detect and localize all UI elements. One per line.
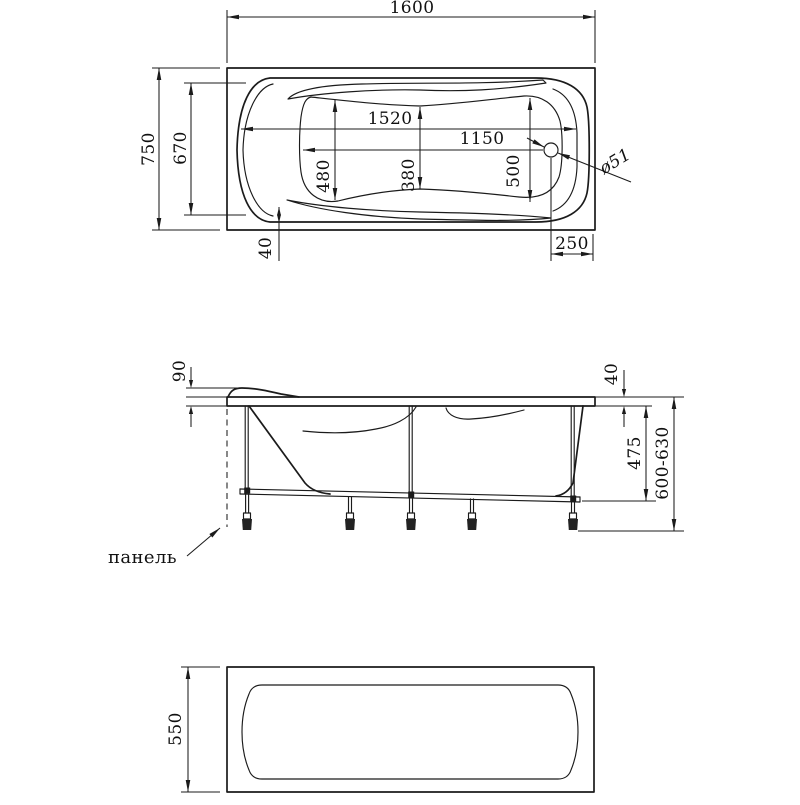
frame-joint (244, 488, 250, 494)
tub-wall-left (249, 406, 330, 494)
dim-drain-diameter-label: ø51 (596, 144, 635, 179)
frame-legs (242, 494, 578, 530)
dim-250-label: 250 (555, 234, 589, 254)
side-view (108, 360, 684, 568)
armrest-curve-bottom (287, 200, 551, 220)
top-view (139, 0, 635, 261)
dim-1520-label: 1520 (367, 109, 413, 129)
arrowhead (189, 406, 193, 414)
tub-rim-inner-left-arc (243, 84, 273, 216)
dim-500-label: 500 (504, 154, 524, 188)
tub-apron-rect (227, 68, 595, 230)
rim-deck (227, 397, 595, 406)
dim-40-side-label: 40 (602, 362, 622, 386)
dim-1150-label: 1150 (459, 129, 505, 149)
interior-contour-left (303, 407, 416, 433)
drain-circle (544, 143, 558, 157)
dim-380-label: 380 (399, 158, 419, 192)
dim-475-label: 475 (625, 436, 645, 470)
leg (568, 502, 578, 530)
armrest-curve-top (288, 80, 546, 99)
dim-90-label: 90 (170, 359, 190, 383)
interior-contour-right (446, 408, 524, 419)
arrowhead (622, 389, 626, 397)
leg (406, 498, 416, 530)
dim-550-label: 550 (166, 712, 186, 746)
arrowhead (622, 406, 626, 414)
dim-1600-label: 1600 (389, 0, 435, 18)
arrowhead (277, 207, 281, 216)
front-view (166, 667, 594, 792)
leg (467, 499, 477, 530)
leg (242, 494, 252, 530)
panel-label: панель (108, 547, 178, 568)
tub-rim-inner-right-arc (553, 89, 577, 211)
front-panel-rect (227, 667, 594, 792)
frame-joint (570, 496, 576, 502)
support-frame (240, 406, 580, 502)
panel-leader-line (187, 528, 220, 556)
dim-40-label: 40 (256, 236, 276, 260)
dim-750-label: 750 (139, 132, 159, 166)
frame-joint (408, 492, 414, 498)
dim-670-label: 670 (171, 131, 191, 165)
dim-480-label: 480 (314, 159, 334, 193)
leg (345, 497, 355, 530)
tub-wall-right (556, 406, 583, 496)
headrest-hump (228, 388, 299, 397)
dim-600-630-label: 600-630 (653, 426, 673, 500)
front-panel-inset (242, 685, 578, 779)
